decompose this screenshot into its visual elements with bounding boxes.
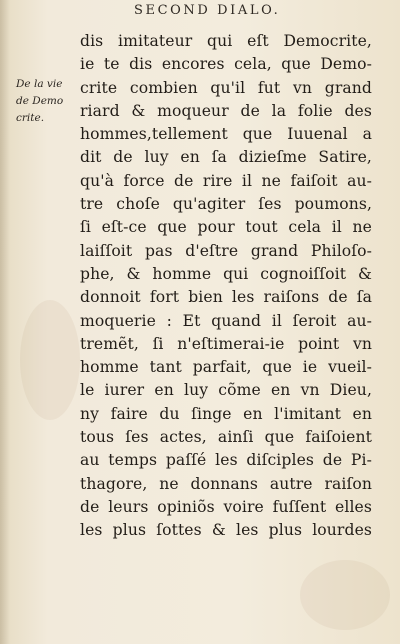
text-line: ie te dis encores cela, que Demo- bbox=[80, 55, 372, 74]
marginal-note-line: crite. bbox=[16, 112, 45, 124]
text-line: dis imitateur qui eſt Democrite, bbox=[80, 32, 372, 50]
text-line: riard & moqueur de la folie des bbox=[80, 101, 372, 120]
text-line: laiſſoit pas d'eſtre grand Philoſo- bbox=[80, 241, 372, 260]
marginal-note bbox=[16, 76, 80, 127]
text-line: au temps paſſé les diſciples de Pi- bbox=[80, 451, 372, 470]
text-line: ſi eſt-ce que pour tout cela il ne bbox=[80, 218, 372, 237]
marginal-note-line: de Demo bbox=[16, 95, 64, 107]
paper-stain bbox=[300, 560, 390, 630]
text-line: dit de luy en ſa dizieſme Satire, bbox=[80, 148, 372, 167]
body-text bbox=[80, 30, 372, 543]
marginal-note-line: De la vie bbox=[16, 78, 63, 90]
page-folio bbox=[83, 5, 97, 15]
binding-shadow bbox=[0, 0, 10, 644]
text-line: les plus ſottes & les plus lourdes bbox=[80, 521, 372, 540]
text-line: ny faire du ſinge en l'imitant en bbox=[80, 404, 372, 423]
text-line: tre choſe qu'agiter ſes poumons, bbox=[80, 195, 372, 214]
text-line: tous ſes actes, ainſi que faiſoient bbox=[80, 428, 372, 447]
text-line: le iurer en luy cõme en vn Dieu, bbox=[80, 381, 372, 400]
running-head: SECOND DIALO. bbox=[134, 3, 281, 18]
text-line: thagore, ne donnans autre raiſon bbox=[80, 474, 372, 493]
text-line: qu'à force de rire il ne faiſoit au- bbox=[80, 171, 372, 190]
text-line: moquerie : Et quand il ſeroit au- bbox=[80, 311, 372, 330]
text-line: de leurs opiniõs voire fuſſent elles bbox=[80, 497, 372, 516]
text-line: tremẽt, ſi n'eſtimerai-ie point vn bbox=[80, 334, 372, 353]
text-line: homme tant parfait, que ie vueil- bbox=[80, 358, 372, 377]
text-line: donnoit fort bien les raiſons de ſa bbox=[80, 288, 372, 307]
paper-stain bbox=[20, 300, 80, 420]
text-line: hommes,tellement que Iuuenal a bbox=[80, 125, 372, 144]
text-line: phe, & homme qui cognoiſſoit & bbox=[80, 264, 372, 283]
text-line: crite combien qu'il fut vn grand bbox=[80, 78, 372, 97]
